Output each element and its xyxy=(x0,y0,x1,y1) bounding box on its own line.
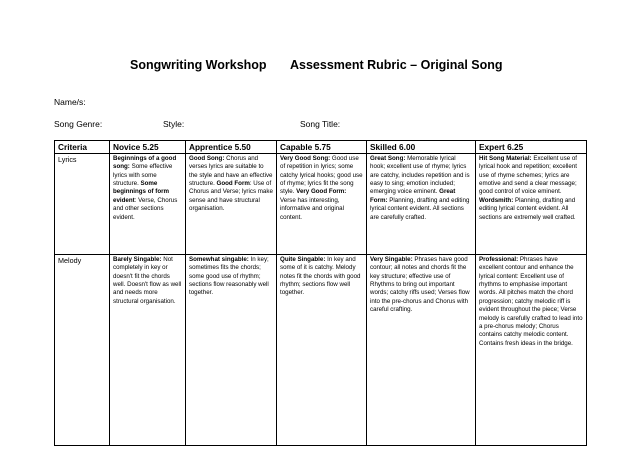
song-genre-label: Song Genre: xyxy=(54,119,103,129)
cell-heading-text: Good Form xyxy=(216,180,250,188)
cell-heading-text: Great Song: xyxy=(370,155,406,162)
cell-heading-text: Barely Singable: xyxy=(113,256,162,263)
melody-novice-cell xyxy=(110,255,186,446)
header-apprentice: Apprentice 5.50 xyxy=(186,141,277,154)
document-title xyxy=(0,58,638,74)
cell-heading-text: Very Singable: xyxy=(370,256,413,263)
header-capable: Capable 5.75 xyxy=(277,141,367,154)
cell-heading-text: Hit Song Material: xyxy=(479,155,532,162)
cell-heading-text: Very Good Form: xyxy=(296,188,347,196)
cell-heading-text: Good Song: xyxy=(189,155,225,162)
cell-heading-text: Beginnings of a good song: xyxy=(113,155,177,171)
workshop-title: Songwriting Workshop xyxy=(130,58,267,72)
cell-heading-text: Some beginnings of form evident xyxy=(113,180,170,204)
rubric-title: Assessment Rubric – Original Song xyxy=(290,58,503,72)
lyrics-capable-cell xyxy=(277,154,367,255)
cell-heading-text: Quite Singable: xyxy=(280,256,326,263)
cell-body-text: Verse has interesting, informative and original content. xyxy=(280,196,344,221)
cell-body-text: Chorus and verses lyrics are suitable to the style and have an effective structure. xyxy=(189,155,273,188)
criteria-lyrics: Lyrics xyxy=(55,154,110,255)
cell-heading-text: Professional: xyxy=(479,256,519,263)
cell-body-text: Memorable lyrical hook; excellent use of rhyme; lyrics are catchy, includes repetition and is easy to sing; emotion included; emerging voice eminent. xyxy=(370,155,470,196)
melody-skilled-cell xyxy=(367,255,476,446)
header-criteria: Criteria xyxy=(55,141,110,154)
cell-body-text: Planning, drafting and editing lyrical content evident. All sections are carefully crafted. xyxy=(370,196,470,221)
header-novice: Novice 5.25 xyxy=(110,141,186,154)
cell-body-text: Excellent use of lyrical hook and repetition; excellent use of rhyme schemes; lyrics are emotive and send a clear message; good control of voice eminent. xyxy=(479,155,578,196)
header-expert: Expert 6.25 xyxy=(476,141,587,154)
table-row-lyrics xyxy=(55,154,587,255)
cell-body-text: : Verse, Chorus and other sections evident. xyxy=(113,196,178,221)
cell-heading-text: Very Good Song: xyxy=(280,155,331,162)
header-skilled: Skilled 6.00 xyxy=(367,141,476,154)
song-title-label: Song Title: xyxy=(300,119,341,129)
cell-body-text: Phrases have excellent contour and enhance the lyrical content: Excellent use of rhythms to emphasise important words. All pitches match the chord progression; catchy melodic riff is evident throughout the piece; Verse melody is carefully crafted to lead into a pre-chorus melody; Chorus contains catchy melodic content. Contains fresh ideas in the bridge. xyxy=(479,256,583,347)
melody-expert-cell xyxy=(476,255,587,446)
names-label: Name/s: xyxy=(54,97,86,107)
lyrics-expert-cell xyxy=(476,154,587,255)
cell-heading-text: Wordsmith: xyxy=(479,196,514,204)
cell-body-text: : Use of Chorus and Verse; lyrics make sense and have structural organisation. xyxy=(189,180,273,213)
cell-body-text: Phrases have good contour; all notes and chords fit the key structure; effective use of Rhythms to bring out important words; catchy riffs used; Verses flow into the pre-chorus and Chorus with careful crafting. xyxy=(370,256,470,314)
assessment-rubric-table xyxy=(54,140,587,446)
cell-body-text: Not completely in key or doesn't fit the chords well. Doesn't flow as well and needs more structural organisation. xyxy=(113,256,182,305)
criteria-melody: Melody xyxy=(55,255,110,446)
cell-heading-text: Great Form: xyxy=(370,188,456,204)
table-header-row xyxy=(55,141,587,154)
cell-body-text: Good use of repetition in lyrics; some catchy lyrical hooks; good use of rhyme; lyrics fit the song style. xyxy=(280,155,363,196)
lyrics-skilled-cell xyxy=(367,154,476,255)
style-label: Style: xyxy=(163,119,185,129)
lyrics-apprentice-cell xyxy=(186,154,277,255)
table-row-melody xyxy=(55,255,587,446)
cell-body-text: Some effective lyrics with some structure. xyxy=(113,163,173,188)
cell-body-text: In key and some of it is catchy. Melody notes fit the chords with good rhythm; sections flow well together. xyxy=(280,256,361,297)
cell-body-text: Planning, drafting and editing lyrical content evident. All sections are extremely well crafted. xyxy=(479,196,576,221)
lyrics-novice-cell xyxy=(110,154,186,255)
cell-heading-text: Somewhat singable: xyxy=(189,256,249,263)
melody-capable-cell xyxy=(277,255,367,446)
melody-apprentice-cell xyxy=(186,255,277,446)
cell-body-text: In key; sometimes fits the chords; some good use of rhythm; sections flow reasonably well together. xyxy=(189,256,269,297)
